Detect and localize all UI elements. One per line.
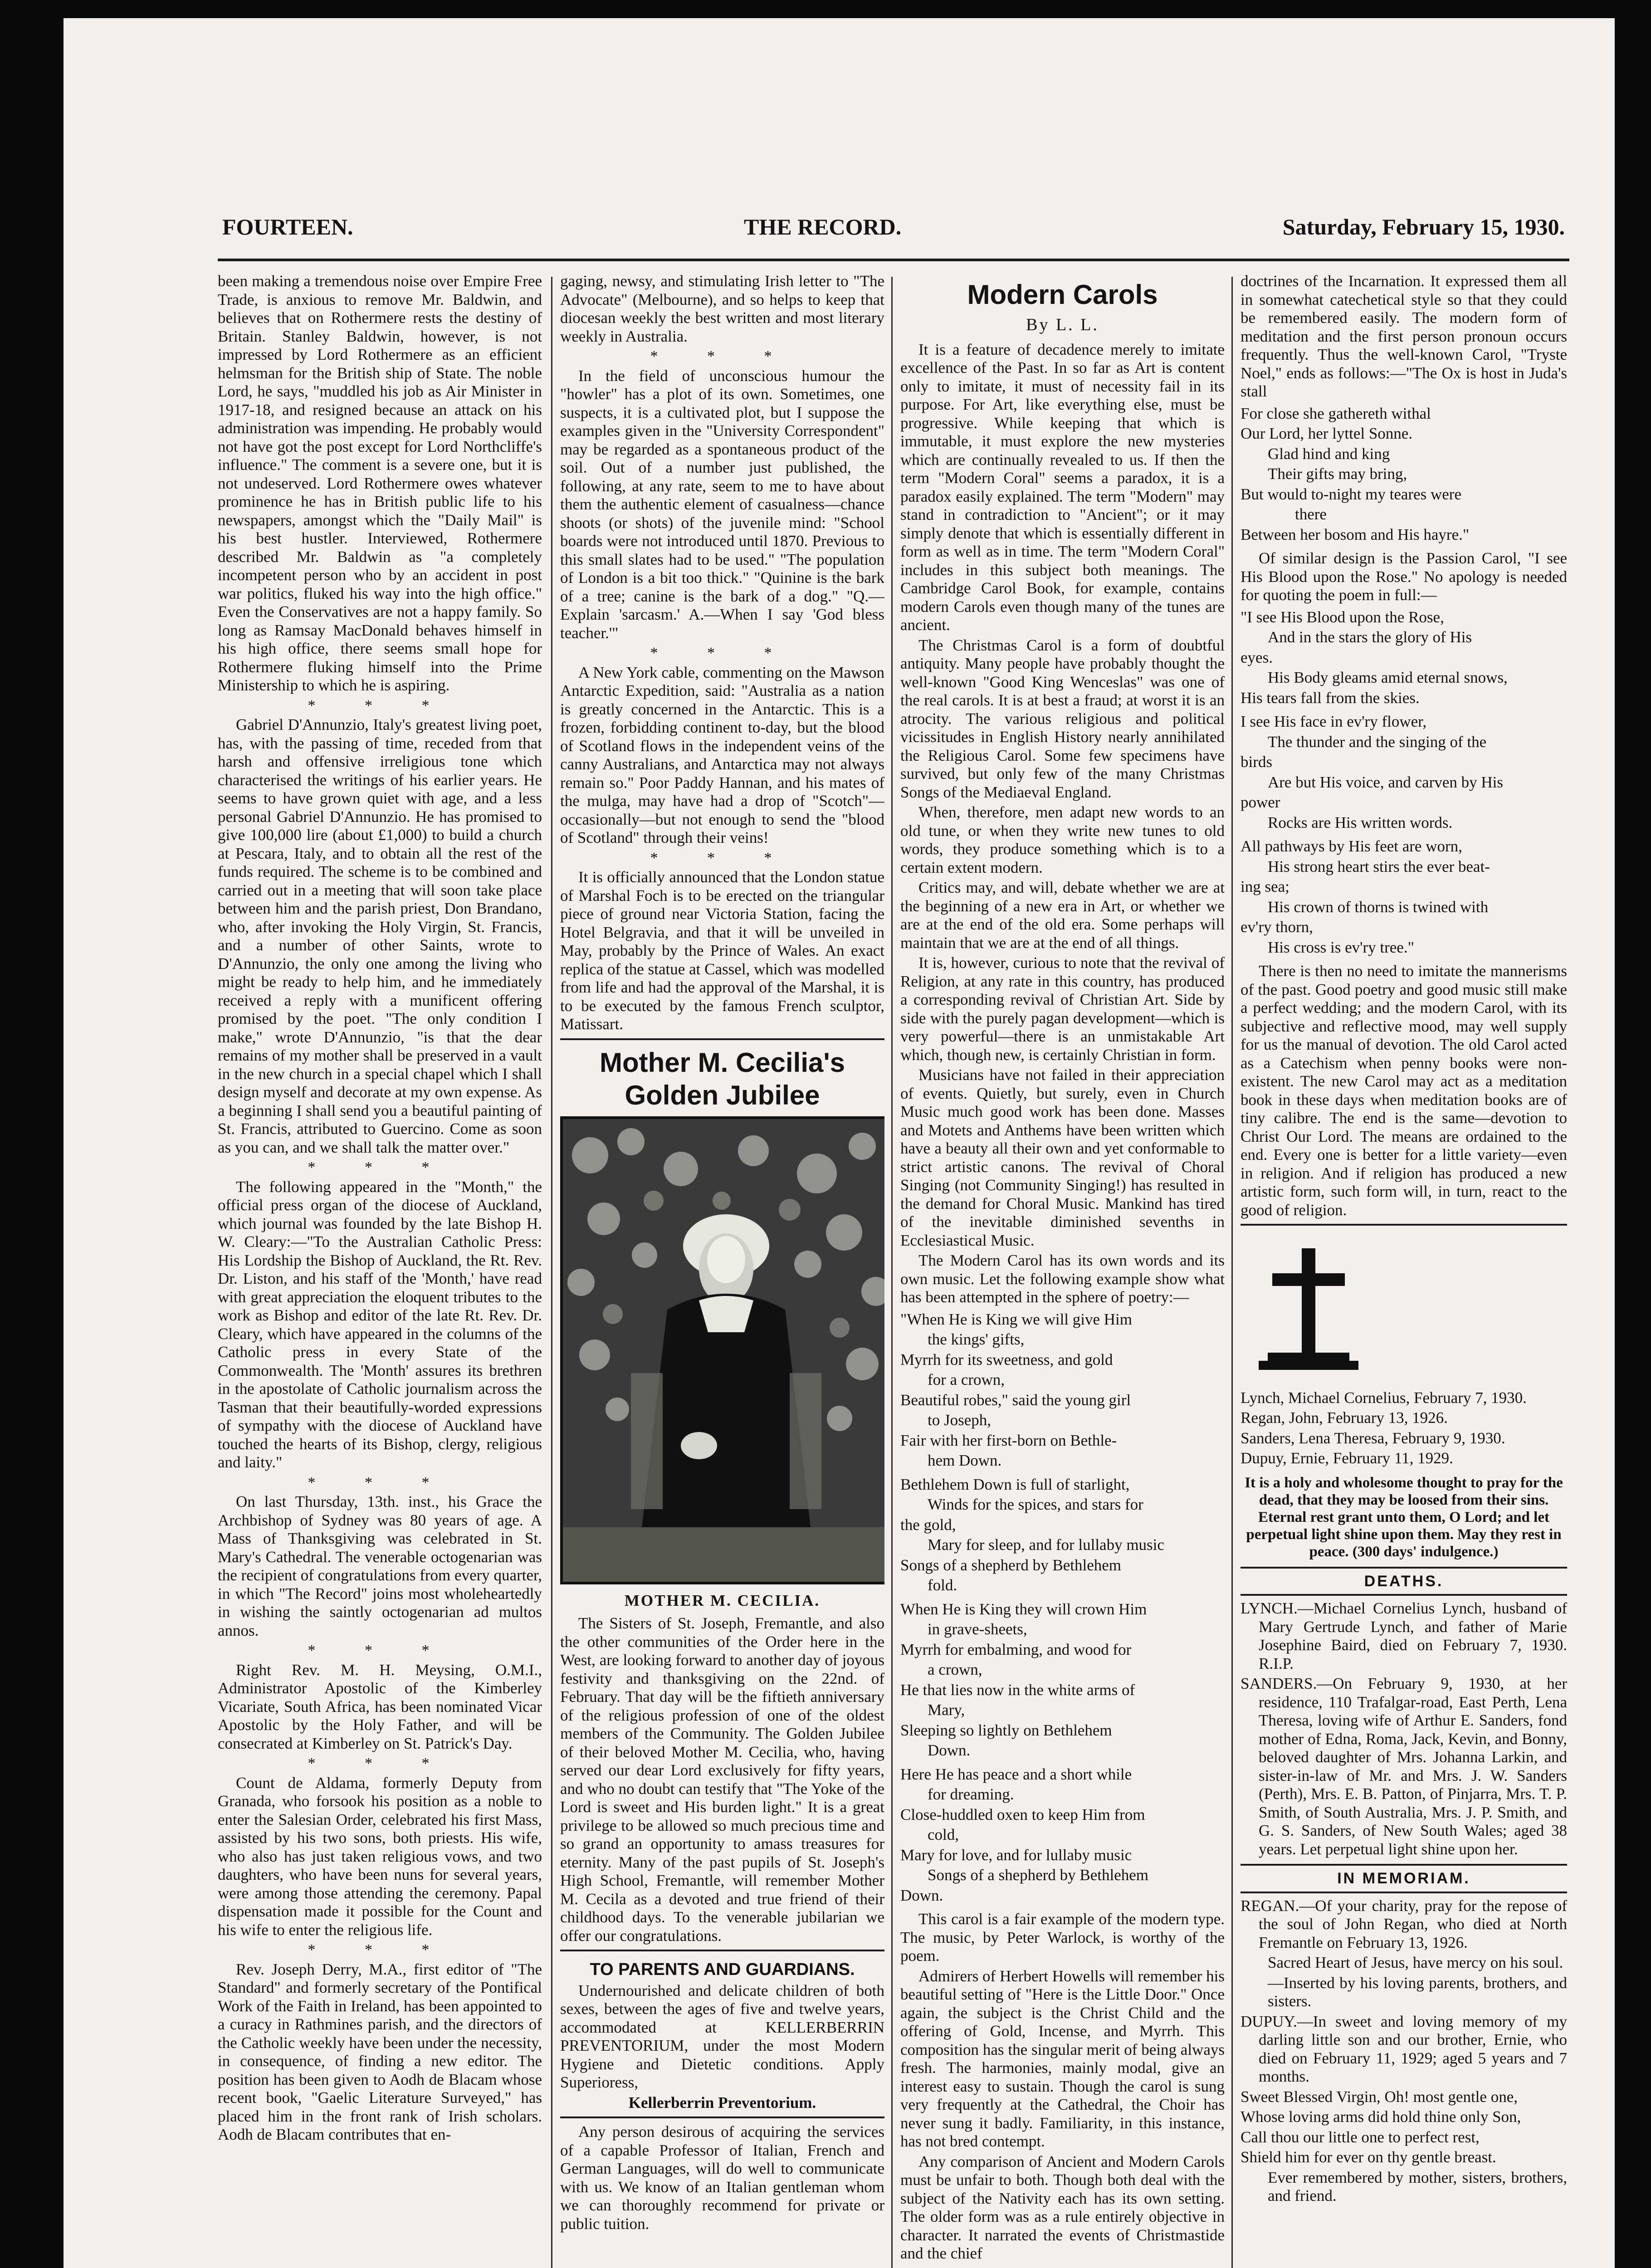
byline: By L. L. — [1026, 315, 1099, 334]
verse-line: The thunder and the singing of the — [1268, 733, 1487, 751]
poem-stanza — [900, 1476, 1225, 1595]
article-paragraph: been making a tremendous noise over Empire Free Trade, is anxious to remove Mr. Baldwin, and believes that on Rothermere rests the destiny of Britain. Stanley Baldwin, however, is not impressed by Lord Rothermere as an efficient helmsman for the British ship of State. The noble Lord, he says, "muddled his job as Air Minister in 1917-18, and resigned because an attack on his administration was impending. He probably would not have got the post except for Lord Northcliffe's influence." The comment is a severe one, but it is not undeserved. Lord Rothermere owes whatever prominence he has in British public life to his newspapers, amongst which the "Daily Mail" is his best hustler. Interviewed, Rothermere described Mr. Baldwin as "a completely incompetent person who by an accident in post war politics, fluked his way into the high office." Even the Conservatives are not a happy family. So long as Ramsay MacDonald behaves himself in his high office, there seems small hope for Rothermere fluking himself into the Prime Ministership to which he is aspiring. — [218, 272, 542, 694]
article-paragraph: Any comparison of Ancient and Modern Carols must be unfair to both. Though both deal with the subject of the Nativity each has its own setting. The older form was as a rule entirely objective in character. It narrated the events of Christmastide and the chief — [900, 2152, 1225, 2262]
separator: * * * — [308, 697, 452, 714]
verse-line: fold. — [928, 1576, 957, 1594]
verse-line: Down. — [900, 1886, 943, 1904]
carol-poem — [900, 1310, 1225, 1905]
article-paragraph: A New York cable, commenting on the Mawson Antarctic Expedition, said: "Australia as a nation is greatly concerned in the Antarctic. This is a frozen, forbidding continent to-day, but the blood of Scotland flows in the independent veins of the canny Australians, and Antarctica may not always remain so." Poor Paddy Hannan, and his mates of the mulga, may have had a drop of "Scotch"—occasionally—but not enough to send the "blood of Scotland" through their veins! — [560, 663, 884, 846]
verse-line: Rocks are His written words. — [1268, 813, 1453, 831]
article-paragraph: doctrines of the Incarnation. It expressed them all in somewhat catechetical style so that they could be remembered easily. The modern form of meditation and the first person pronoun occurs frequently. Thus the well-known Carol, "Tryste Noel," ends as follows:—"The Ox is host in Juda's stall — [1241, 272, 1567, 400]
memorial-entry: Dupuy, Ernie, February 11, 1929. — [1241, 1449, 1453, 1467]
verse-line: I see His face in ev'ry flower, — [1241, 713, 1427, 730]
page-number: FOURTEEN. — [222, 214, 353, 240]
article-paragraph: Admirers of Herbert Howells will remember his beautiful setting of "Here is the Little Door." Once again, the subject is the Christ Child and the offering of Gold, Incense, and Myrrh. This composition has the singular merit of being always fresh. The harmonies, mainly modal, give an interest easy to sustain. Though the carol is sung very frequently at the Cathedral, the Choir has never sung it badly. Familiarity, in this instance, has not bred contempt. — [900, 1967, 1225, 2150]
verse-line: Sleeping so lightly on Bethlehem — [900, 1721, 1112, 1739]
verse-line: His tears fall from the skies. — [1241, 689, 1420, 707]
memorial-entry: Lynch, Michael Cornelius, February 7, 1930. — [1241, 1388, 1527, 1407]
verse-stanza — [1241, 713, 1567, 832]
poem-stanza — [900, 1310, 1225, 1470]
separator: * * * — [308, 1474, 452, 1491]
verse-line: For close she gathereth withal — [1241, 404, 1431, 422]
poem-stanza — [900, 1765, 1225, 1905]
article-paragraph: On last Thursday, 13th. inst., his Grace the Archbishop of Sydney was 80 years of age. A Mass of Thanksgiving was celebrated in St. Mary's Cathedral. The venerable octogenarian was the recipient of congratulations from every quarter, in which "The Record" joins most wholeheartedly in wishing the saintly octogenarian ad multos annos. — [218, 1493, 542, 1639]
article-paragraph: Musicians have not failed in their appreciation of events. Quietly, but surely, even in Church Music much good work has been done. Masses and Motets and Anthems have been written which have a beauty all their own and yet conformable to strict artistic canons. The revival of Choral Singing (not Community Singing!) has resulted in the demand for Choral Music. Mankind has tired of the inevitable diminished sevenths in Ecclesiastical Music. — [900, 1066, 1225, 1249]
header-rule — [218, 259, 1569, 261]
article-paragraph: The following appeared in the "Month," the official press organ of the diocese of Auckland, which journal was founded by the late Bishop H. W. Cleary:—"To the Australian Catholic Press: His Lordship the Bishop of Auckland, the Rt. Rev. Dr. Liston, and his staff of the 'Month,' have read with great appreciation the eloquent tributes to the work as Bishop and editor of the late Rt. Rev. Dr. Cleary, which have appeared in the columns of the Catholic press in every State of the Commonwealth. The 'Month' assures its brethren in the apostolate of Catholic journalism across the Tasman that their beautifully-worded expressions of sympathy with the diocese of Auckland have touched the hearts of its Bishop, clergy, religious and laity." — [218, 1178, 542, 1471]
verse-line: cold, — [928, 1826, 959, 1843]
section-rule — [560, 1038, 884, 1040]
verse-line: Bethlehem Down is full of starlight, — [900, 1475, 1130, 1493]
verse-line: the kings' gifts, — [928, 1330, 1025, 1348]
verse-stanza — [1241, 608, 1567, 708]
verse-line: power — [1241, 793, 1280, 811]
separator: * * * — [650, 849, 795, 866]
verse-line: All pathways by His feet are worn, — [1241, 837, 1462, 855]
memorial-entry: Regan, John, February 13, 1926. — [1241, 1409, 1448, 1427]
verse-line: Songs of a shepherd by Bethlehem — [928, 1866, 1148, 1884]
verse-line: Beautiful robes," said the young girl — [900, 1391, 1131, 1409]
verse-line: His Body gleams amid eternal snows, — [1268, 669, 1508, 686]
column-4 — [1241, 272, 1567, 2268]
article-paragraph: Gabriel D'Annunzio, Italy's greatest living poet, has, with the passing of time, receded from that harsh and offensive irreligious tone which characterised the writings of his earlier years. He seems to have grown quiet with age, and a less personal Gabriel D'Annunzio. He has promised to give 100,000 lire (about £1,000) to build a church at Pescara, Italy, and to obtain all the rest of the funds required. The scheme is to be combined and carried out in a meeting that will soon take place between him and the parish priest, Don Brandano, who, after invoking the Holy Virgin, St. Francis, and a number of other Saints, wrote to D'Annunzio, the only one among the living who might be ready to help him, and he immediately received a reply with a munificent offering promised by the poet. "The only condition I make," wrote D'Annunzio, "is that the dear remains of my mother shall be preserved in a vault in the new church in a special chapel which I shall design myself and decorate at my own expense. As a beginning I shall send you a beautiful painting of St. Francis, attributed to Guercino. Come as soon as you can, and we shall talk the matter over." — [218, 716, 542, 1156]
memoriam-line: Ever remembered by mother, sisters, brothers, and friend. — [1268, 2168, 1567, 2204]
section-rule — [1241, 1224, 1567, 1226]
verse-stanza — [1241, 837, 1567, 957]
verse-tryste-noel — [1241, 405, 1567, 544]
prayer-for-dead: It is a holy and wholesome thought to pray for the dead, that they may be loosed from their sins. Eternal rest grant unto them, O Lord; and let perpetual light shine upon them. May they rest in peace. (300 days' indulgence.) — [1245, 1474, 1563, 1560]
separator: * * * — [308, 1755, 452, 1772]
verse-line: When He is King they will crown Him — [900, 1600, 1147, 1618]
section-rule — [560, 2116, 884, 2118]
jubilee-text: The Sisters of St. Joseph, Fremantle, and also the other communities of the Order here in the West, are looking forward to another day of joyous festivity and thanksgiving on the 22nd. of February. That day will be the fiftieth anniversary of the religious profession of one of the oldest members of the Community. The Golden Jubilee of their beloved Mother M. Cecilia, who, having served our dear Lord exclusively for fifty years, and who no doubt can testify that "The Yoke of the Lord is sweet and His burden light." It is a great privilege to be allowed so much precious time and so grand an opportunity to amass treasures for eternity. Many of the past pupils of St. Joseph's High School, Fremantle, will remember Mother M. Cecila as a devoted and true friend of their childhood days. To the venerable jubilarian we offer our congratulations. — [560, 1614, 884, 1945]
verse-line: Mary for sleep, and for lullaby music — [928, 1536, 1164, 1554]
article-paragraph: In the field of unconscious humour the "howler" has a plot of its own. Sometimes, one suspects, it is a cultivated plot, but I suppose the examples given in the "University Correspondent" may be regarded as a spontaneous product of the soil. Out of a number just published, the following, at any rate, seem to me to have about them the authentic element of casualness—chance shoots (or shots) of the juvenile mind: "School boards were not introduced until 1870. Previous to this small slates had to be used." "The population of London is a bit too thick." "Quinine is the bark of a tree; canine is the bark of a dog." "Q.—Explain 'sarcasm.' A.—When I say 'God bless teacher.'" — [560, 367, 884, 642]
verse-line: Myrrh for embalming, and wood for — [900, 1640, 1132, 1658]
verse-line: Glad hind and king — [1268, 445, 1390, 463]
memorial-entry: Sanders, Lena Theresa, February 9, 1930. — [1241, 1429, 1505, 1447]
verse-line: a crown, — [928, 1661, 982, 1678]
verse-line: ing sea; — [1241, 878, 1290, 895]
verse-line: "When He is King we will give Him — [900, 1310, 1133, 1328]
newspaper-page — [218, 172, 1569, 2268]
article-paragraph: It is officially announced that the London statue of Marshal Foch is to be erected on the triangular piece of ground near Victoria Station, facing the Hotel Belgravia, and that it will be unveiled in May, probably by the Prince of Wales. An exact replica of the statue at Cassel, which was modelled from life and had the approval of the Marshal, it is to be executed by the famous French sculptor, Matissart. — [560, 868, 884, 1033]
verse-line: But would to-night my teares were — [1241, 485, 1461, 503]
verse-line: And in the stars the glory of His — [1268, 628, 1472, 646]
verse-line: Between her bosom and His hayre." — [1241, 525, 1470, 543]
verse-line: His crown of thorns is twined with — [1268, 898, 1489, 916]
jubilee-headline: Mother M. Cecilia's Golden Jubilee — [599, 1047, 845, 1110]
verse-passion-carol — [1241, 608, 1567, 957]
section-rule — [560, 1950, 884, 1951]
article-paragraph: There is then no need to imitate the mannerisms of the past. Good poetry and good music still make a perfect wedding; and the modern Carol, with its subjective and reflective mood, may well supply for us the manual of devotion. The old Carol acted as a Catechism when penny books were non-existent. The new Carol may act as a meditation book in these days when meditation books are of tiny calibre. The end is the same—devotion to Christ Our Lord. The means are ordained to the end. Every one is better for a little variety—even in religion. And if religion has produced a new artistic form, such form will, in turn, react to the good of religion. — [1241, 962, 1567, 1219]
death-notice: LYNCH.—Michael Cornelius Lynch, husband of Mary Gertrude Lynch, and father of Marie Josephine Baird, died on February 7, 1930. R.I.P. — [1241, 1599, 1567, 1672]
verse-line: ev'ry thorn, — [1241, 918, 1313, 936]
poem-stanza — [900, 1600, 1225, 1760]
portrait-image — [563, 1119, 884, 1582]
photo-caption: MOTHER M. CECILIA. — [624, 1591, 821, 1609]
article-paragraph: Count de Aldama, formerly Deputy from Granada, who forsook his position as a noble to enter the Salesian Order, celebrated his first Mass, assisted by his two sons, both priests. His wife, who also has just taken religious vows, and two daughters, who have been nuns for several years, were among those attending the ceremony. Papal dispensation made it possible for the Count and his wife to enter the religious life. — [218, 1774, 542, 1939]
verse-line: eyes. — [1241, 648, 1273, 666]
verse-line: He that lies now in the white arms of — [900, 1681, 1135, 1699]
verse-line: birds — [1241, 753, 1272, 771]
separator: * * * — [308, 1941, 452, 1958]
verse-line: Their gifts may bring, — [1268, 465, 1407, 483]
column-1 — [218, 272, 542, 2268]
issue-date: Saturday, February 15, 1930. — [1282, 214, 1565, 240]
ad-signature: Kellerberrin Preventorium. — [628, 2093, 816, 2112]
ad-text: Undernourished and delicate children of both sexes, between the ages of five and twelve years, accommodated at KELLERBERRIN PREVENTORIUM, under the most Modern Hygiene and Dietetic conditions. Apply Superioress, — [560, 1981, 884, 2091]
memoriam-notice: REGAN.—Of your charity, pray for the repose of the soul of John Regan, who died at North Fremantle on February 13, 1926. — [1241, 1897, 1567, 1951]
separator: * * * — [308, 1159, 452, 1176]
verse-line: for dreaming. — [928, 1785, 1014, 1803]
ad-heading: TO PARENTS AND GUARDIANS. — [590, 1960, 855, 1979]
page-header — [218, 200, 1569, 254]
verse-line: in grave-sheets, — [928, 1620, 1027, 1638]
deaths-heading: DEATHS. — [1241, 1567, 1567, 1596]
verse-line: for a crown, — [928, 1371, 1005, 1388]
verse-line: Songs of a shepherd by Bethlehem — [900, 1556, 1121, 1574]
article-paragraph: It is a feature of decadence merely to imitate excellence of the Past. In so far as Art is content only to imitate, it must of necessity fail in its purpose. For Art, like everything else, must be progressive. While keeping that which is immutable, it must explore the new mysteries which are continually revealed to us. If then the term "Modern Coral" seems a paradox, it is a paradox easily explained. The term "Modern" may stand in contradiction to "Ancient"; or it may simply denote that which is essentially different in form as well as in time. The term "Modern Coral" includes in this subject both meanings. The Cambridge Carol Book, for example, contains modern Carols even though many of the tunes are ancient. — [900, 340, 1225, 634]
separator: * * * — [308, 1642, 452, 1659]
article-paragraph: The Modern Carol has its own words and its own music. Let the following example show what has been attempted in the sphere of poetry:— — [900, 1251, 1225, 1306]
memoriam-line: Sweet Blessed Virgin, Oh! most gentle one, — [1241, 2087, 1518, 2106]
article-paragraph: It is, however, curious to note that the revival of Religion, at any rate in this country, has produced a corresponding revival of Christian Art. Side by side with the purely pagan development—which is very powerful—there is an unmistakable Art which, though new, is certainly Christian in form. — [900, 954, 1225, 1064]
article-paragraph: Critics may, and will, debate whether we are at the beginning of a new era in Art, or whether we are at the end of the old era. Some perhaps will maintain that we are at the end of all things. — [900, 879, 1225, 952]
portrait-photo — [560, 1116, 884, 1584]
memoriam-line: Shield him for ever on thy gentle breast. — [1241, 2148, 1496, 2166]
verse-line: Close-huddled oxen to keep Him from — [900, 1805, 1145, 1823]
article-paragraph: This carol is a fair example of the modern type. The music, by Peter Warlock, is worthy of the poem. — [900, 1910, 1225, 1965]
death-notice: SANDERS.—On February 9, 1930, at her residence, 110 Trafalgar-road, East Perth, Lena Theresa, loving wife of Arthur E. Sanders, fond mother of Edna, Roma, Jack, Kevin, and Bonny, beloved daughter of Mrs. Johanna Larkin, and sister-in-law of Mr. and Mrs. J. W. Sanders (Perth), Mrs. E. B. Patton, of Pinjarra, Mrs. T. P. Smith, of South Australia, Mrs. J. P. Smith, and G. S. Sanders, of New South Wales; aged 38 years. Let perpetual light shine upon her. — [1241, 1675, 1567, 1858]
article-paragraph: When, therefore, men adapt new words to an old tune, or when they write new tunes to old words, they produce something which is to a certain extent modern. — [900, 803, 1225, 876]
verse-line: Myrrh for its sweetness, and gold — [900, 1350, 1113, 1369]
verse-line: Here He has peace and a short while — [900, 1765, 1132, 1783]
verse-line: to Joseph, — [928, 1411, 991, 1429]
verse-line: "I see His Blood upon the Rose, — [1241, 608, 1444, 626]
ad-text: Any person desirous of acquiring the services of a capable Professor of Italian, French and German Languages, will do well to communicate with us. We know of an Italian gentleman whom we can thoroughly recommend for private or public tuition. — [560, 2123, 884, 2233]
verse-line: the gold, — [900, 1515, 956, 1534]
verse-line: Mary for love, and for lullaby music — [900, 1846, 1132, 1864]
verse-line: Are but His voice, and carven by His — [1268, 773, 1504, 791]
verse-line: hem Down. — [928, 1452, 1002, 1469]
newspaper-name: THE RECORD. — [744, 214, 902, 240]
memoriam-notice: DUPUY.—In sweet and loving memory of my darling little son and our brother, Ernie, who died on February 11, 1929; aged 5 years and 7 months. — [1241, 2012, 1567, 2085]
verse-line: Down. — [928, 1741, 971, 1759]
verse-line: Our Lord, her lyttel Sonne. — [1241, 425, 1413, 442]
verse-line: Fair with her first-born on Bethle- — [900, 1431, 1117, 1449]
column-2 — [560, 272, 884, 2268]
separator: * * * — [650, 348, 795, 365]
newspaper-sheet — [64, 18, 1615, 2268]
memoriam-line: Sacred Heart of Jesus, have mercy on his soul. — [1268, 1954, 1563, 1971]
separator: * * * — [650, 645, 795, 661]
article-paragraph: Rev. Joseph Derry, M.A., first editor of "The Standard" and formerly secretary of the Pontifical Work of the Faith in Ireland, has been appointed to a curacy in Rathmines parish, and the directors of the Catholic weekly have been under the necessity, in consequence, of finding a new editor. The position has been given to Aodh de Blacam whose recent book, "Gaelic Literature Surveyed," has placed him in the front rank of Irish scholars. Aodh de Blacam contributes that en- — [218, 1960, 542, 2143]
article-paragraph: The Christmas Carol is a form of doubtful antiquity. Many people have probably thought the well-known "Good King Wenceslas" was one of the real carols. It is at best a fraud; at worst it is an atrocity. The various religious and political vicissitudes in English History nearly annihilated the Religious Carol. Some few specimens have survived, but only few of the many Christmas Songs of the Mediaeval England. — [900, 636, 1225, 801]
column-divider — [1231, 277, 1233, 2268]
column-divider — [891, 277, 893, 2268]
memoriam-line: Call thou our little one to perfect rest, — [1241, 2128, 1480, 2146]
memoriam-line: Whose loving arms did hold thine only Son, — [1241, 2108, 1521, 2126]
column-divider — [551, 277, 552, 2268]
article-paragraph: Right Rev. M. H. Meysing, O.M.I., Administrator Apostolic of the Kimberley Vicariate, South Africa, has been nominated Vicar Apostolic by the Holy Father, and will be consecrated at Kimberley on St. Patrick's Day. — [218, 1661, 542, 1752]
column-3 — [900, 272, 1225, 2268]
memoriam-line: —Inserted by his loving parents, brothers, and sisters. — [1268, 1974, 1567, 2010]
article-paragraph: Of similar design is the Passion Carol, "I see His Blood upon the Rose." No apology is needed for quoting the poem in full:— — [1241, 549, 1567, 604]
verse-line: Mary, — [928, 1701, 965, 1719]
verse-line: Winds for the spices, and stars for — [928, 1496, 1143, 1513]
article-paragraph: gaging, newsy, and stimulating Irish letter to "The Advocate" (Melbourne), and so helps to keep that diocesan weekly the best written and most literary weekly in Australia. — [560, 272, 884, 345]
cross-icon — [1241, 1239, 1377, 1375]
verse-line: there — [1295, 505, 1327, 523]
verse-line: His cross is ev'ry tree." — [1268, 938, 1414, 956]
in-memoriam-heading: IN MEMORIAM. — [1241, 1864, 1567, 1893]
verse-line: His strong heart stirs the ever beat- — [1268, 857, 1490, 875]
carols-headline: Modern Carols — [967, 279, 1158, 310]
